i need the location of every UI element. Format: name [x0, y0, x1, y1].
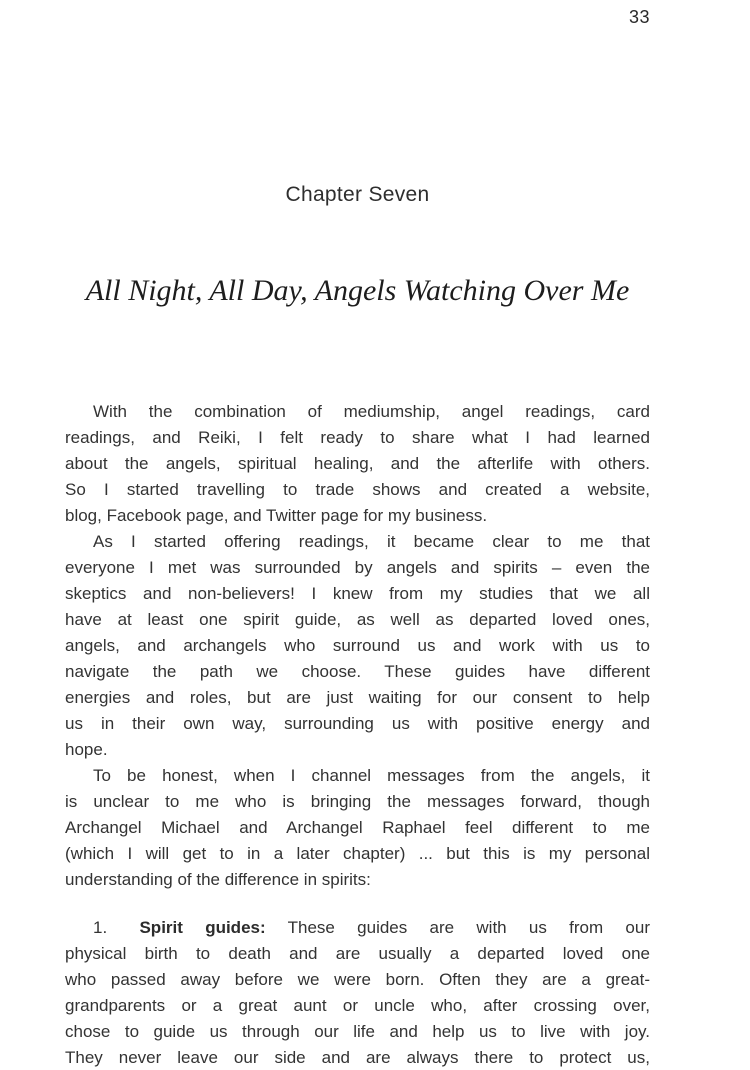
chapter-heading: Chapter Seven [285, 183, 430, 206]
text-line: Archangel Michael and Archangel Raphael feel different to me [65, 818, 650, 837]
list-item-number: 1. [93, 918, 108, 937]
text-line: readings, and Reiki, I felt ready to share what I had learned [65, 428, 650, 447]
text-line: energies and roles, but are just waiting for our consent to help [65, 688, 650, 707]
text-line: who passed away before we were born. Often they are a great- [65, 970, 650, 989]
text-line: chose to guide us through our life and help us to live with joy. [65, 1022, 650, 1041]
text-line: With the combination of mediumship, angel readings, card [93, 402, 650, 421]
text-line: So I started travelling to trade shows and created a website, [65, 480, 650, 499]
text-line: is unclear to me who is bringing the messages forward, though [65, 792, 650, 811]
text-line: To be honest, when I channel messages from the angels, it [93, 766, 650, 785]
text-line: navigate the path we choose. These guides have different [65, 662, 650, 681]
text-line: have at least one spirit guide, as well as departed loved ones, [65, 610, 650, 629]
text-column [65, 0, 650, 1070]
text-line: blog, Facebook page, and Twitter page for my business. [65, 506, 488, 525]
list-item-label: Spirit guides: [139, 918, 266, 937]
text-line: everyone I met was surrounded by angels and spirits – even the [65, 558, 650, 577]
text-line: (which I will get to in a later chapter) ... but this is my personal [65, 844, 650, 863]
text-line: They never leave our side and are always there to protect us, [65, 1048, 650, 1067]
body-paragraph [65, 399, 650, 529]
text-line: about the angels, spiritual healing, and the afterlife with others. [65, 454, 650, 473]
text-line: understanding of the difference in spirits: [65, 870, 371, 889]
text-line: grandparents or a great aunt or uncle who, after crossing over, [65, 996, 650, 1015]
text-line: As I started offering readings, it became clear to me that [93, 532, 650, 551]
chapter-title: All Night, All Day, Angels Watching Over Me [85, 274, 630, 307]
body-paragraph [65, 763, 650, 893]
text-line [65, 915, 650, 941]
text-line: physical birth to death and are usually a departed loved one [65, 944, 650, 963]
body-paragraph [65, 529, 650, 763]
list-item-spirit-guides [65, 915, 650, 1070]
text-line: angels, and archangels who surround us and work with us to [65, 636, 650, 655]
list-item-text: These guides are with us from our [287, 918, 650, 937]
text-line: skeptics and non-believers! I knew from my studies that we all [65, 584, 650, 603]
body-text [65, 399, 650, 1070]
text-line: hope. [65, 740, 108, 759]
text-line: us in their own way, surrounding us with positive energy and [65, 714, 650, 733]
page-number: 33 [628, 7, 650, 27]
